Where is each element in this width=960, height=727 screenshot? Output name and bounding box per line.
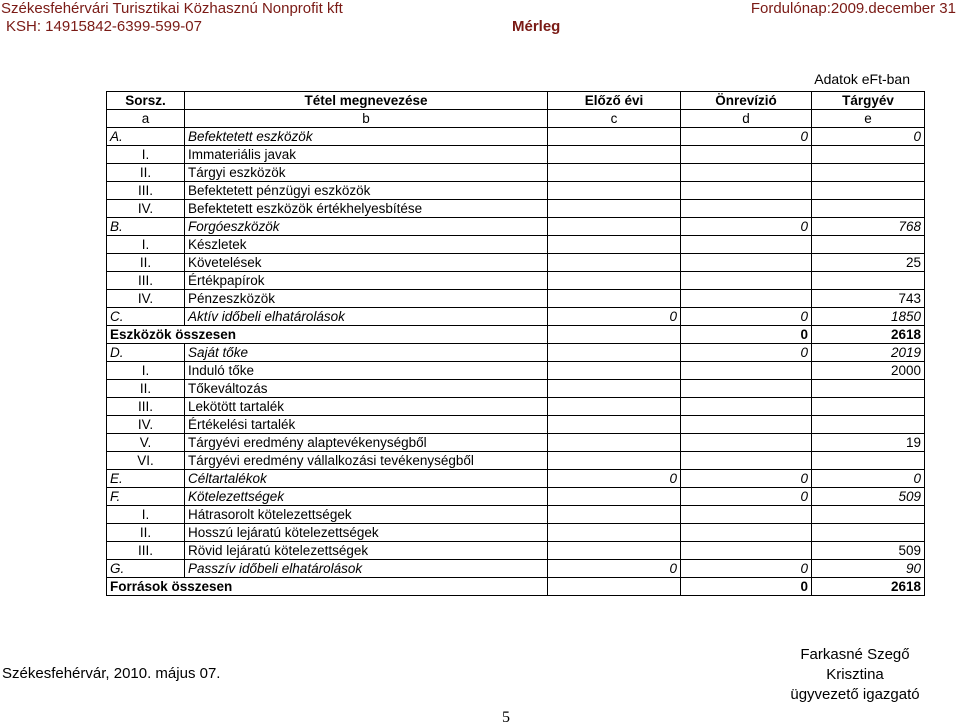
table-row [107, 182, 925, 200]
row-self-revision [681, 542, 812, 560]
table-row [107, 254, 925, 272]
row-self-revision [681, 236, 812, 254]
row-previous-year [548, 200, 681, 218]
row-self-revision [681, 272, 812, 290]
row-self-revision [681, 524, 812, 542]
table-row [107, 290, 925, 308]
row-previous-year [548, 488, 681, 506]
row-self-revision [681, 416, 812, 434]
column-header-sorszam: Sorsz. [107, 92, 185, 110]
row-previous-year: 0 [548, 308, 681, 326]
row-number: C. [107, 308, 185, 326]
row-number: III. [107, 182, 185, 200]
row-self-revision: 0 [681, 488, 812, 506]
row-current-year: 509 [812, 488, 925, 506]
row-previous-year [548, 452, 681, 470]
table-header-row [107, 92, 925, 110]
row-previous-year [548, 236, 681, 254]
row-number: I. [107, 362, 185, 380]
row-number: IV. [107, 290, 185, 308]
column-letter-row [107, 110, 925, 128]
reference-date: Fordulónap:2009.december 31 [750, 0, 956, 17]
row-current-year: 743 [812, 290, 925, 308]
table-row [107, 362, 925, 380]
row-item-name: Forgóeszközök [185, 218, 548, 236]
row-self-revision: 0 [681, 326, 812, 344]
row-self-revision: 0 [681, 344, 812, 362]
row-previous-year [548, 542, 681, 560]
page-number: 5 [502, 709, 510, 726]
row-self-revision [681, 182, 812, 200]
row-self-revision [681, 290, 812, 308]
row-previous-year [548, 272, 681, 290]
ksh-number: KSH: 14915842-6399-599-07 [6, 18, 202, 35]
row-self-revision [681, 434, 812, 452]
row-self-revision [681, 452, 812, 470]
row-previous-year [548, 524, 681, 542]
row-current-year: 2000 [812, 362, 925, 380]
row-self-revision [681, 254, 812, 272]
column-letter: a [107, 110, 185, 128]
row-number: II. [107, 380, 185, 398]
organization-name: Székesfehérvári Turisztikai Közhasznú Nonprofit kft [1, 0, 343, 17]
table-row [107, 146, 925, 164]
row-number: I. [107, 146, 185, 164]
row-current-year [812, 272, 925, 290]
row-self-revision: 0 [681, 470, 812, 488]
row-number: IV. [107, 416, 185, 434]
row-previous-year [548, 344, 681, 362]
row-previous-year [548, 578, 681, 596]
signature-block [770, 645, 940, 705]
table-row [107, 128, 925, 146]
row-number: VI. [107, 452, 185, 470]
document-title: Mérleg [512, 18, 561, 35]
row-previous-year [548, 146, 681, 164]
table-row [107, 308, 925, 326]
row-current-year: 0 [812, 470, 925, 488]
row-number: E. [107, 470, 185, 488]
row-item-name: Tárgyévi eredmény vállalkozási tevékenységből [185, 452, 548, 470]
row-self-revision [681, 146, 812, 164]
row-current-year: 2019 [812, 344, 925, 362]
table-row [107, 236, 925, 254]
column-header-tetel: Tétel megnevezése [185, 92, 548, 110]
row-current-year [812, 524, 925, 542]
row-number: D. [107, 344, 185, 362]
table-row [107, 506, 925, 524]
row-current-year [812, 182, 925, 200]
row-current-year [812, 452, 925, 470]
row-item-name: Értékelési tartalék [185, 416, 548, 434]
row-number: F. [107, 488, 185, 506]
row-item-name: Immateriális javak [185, 146, 548, 164]
column-letter: b [185, 110, 548, 128]
row-current-year [812, 146, 925, 164]
row-current-year [812, 380, 925, 398]
row-current-year: 25 [812, 254, 925, 272]
row-number: V. [107, 434, 185, 452]
table-row [107, 560, 925, 578]
row-number: II. [107, 524, 185, 542]
row-previous-year [548, 380, 681, 398]
table-row [107, 200, 925, 218]
row-previous-year [548, 506, 681, 524]
row-self-revision [681, 398, 812, 416]
signer-name: Farkasné Szegő Krisztina [800, 646, 910, 683]
row-previous-year [548, 218, 681, 236]
row-number: I. [107, 236, 185, 254]
table-row [107, 416, 925, 434]
row-previous-year: 0 [548, 470, 681, 488]
row-item-name: Céltartalékok [185, 470, 548, 488]
row-current-year [812, 416, 925, 434]
row-previous-year [548, 398, 681, 416]
row-current-year: 90 [812, 560, 925, 578]
row-self-revision: 0 [681, 578, 812, 596]
row-item-name: Tőkeváltozás [185, 380, 548, 398]
row-item-name: Saját tőke [185, 344, 548, 362]
row-previous-year: 0 [548, 560, 681, 578]
column-header-targyev: Tárgyév [812, 92, 925, 110]
row-number: III. [107, 398, 185, 416]
table-row [107, 398, 925, 416]
table-row [107, 542, 925, 560]
unit-note: Adatok eFt-ban [814, 71, 910, 87]
row-item-name: Passzív időbeli elhatárolások [185, 560, 548, 578]
row-item-name: Hátrasorolt kötelezettségek [185, 506, 548, 524]
row-current-year [812, 164, 925, 182]
row-previous-year [548, 164, 681, 182]
row-item-name: Pénzeszközök [185, 290, 548, 308]
row-item-name: Tárgyévi eredmény alaptevékenységből [185, 434, 548, 452]
place-and-date: Székesfehérvár, 2010. május 07. [2, 665, 221, 682]
row-previous-year [548, 326, 681, 344]
row-number: G. [107, 560, 185, 578]
row-previous-year [548, 254, 681, 272]
row-number: Források összesen [107, 578, 548, 596]
row-previous-year [548, 362, 681, 380]
row-previous-year [548, 182, 681, 200]
row-current-year [812, 506, 925, 524]
row-current-year: 0 [812, 128, 925, 146]
row-number: II. [107, 254, 185, 272]
table-row [107, 380, 925, 398]
table-row [107, 218, 925, 236]
row-self-revision [681, 164, 812, 182]
row-item-name: Induló tőke [185, 362, 548, 380]
row-item-name: Követelések [185, 254, 548, 272]
row-item-name: Tárgyi eszközök [185, 164, 548, 182]
row-item-name: Aktív időbeli elhatárolások [185, 308, 548, 326]
row-previous-year [548, 128, 681, 146]
total-row [107, 326, 925, 344]
signer-title: ügyvezető igazgató [790, 686, 920, 703]
table-row [107, 272, 925, 290]
row-number: III. [107, 542, 185, 560]
row-item-name: Befektetett eszközök értékhelyesbítése [185, 200, 548, 218]
row-self-revision: 0 [681, 308, 812, 326]
row-self-revision [681, 380, 812, 398]
row-number: IV. [107, 200, 185, 218]
row-item-name: Készletek [185, 236, 548, 254]
table-row [107, 524, 925, 542]
row-number: I. [107, 506, 185, 524]
row-previous-year [548, 434, 681, 452]
row-self-revision [681, 506, 812, 524]
row-item-name: Lekötött tartalék [185, 398, 548, 416]
balance-sheet-table [106, 91, 925, 596]
column-letter: e [812, 110, 925, 128]
column-letter: d [681, 110, 812, 128]
row-item-name: Rövid lejáratú kötelezettségek [185, 542, 548, 560]
table-row [107, 164, 925, 182]
row-item-name: Befektetett eszközök [185, 128, 548, 146]
page-header [0, 0, 960, 40]
row-self-revision: 0 [681, 128, 812, 146]
row-number: Eszközök összesen [107, 326, 548, 344]
row-current-year [812, 200, 925, 218]
row-current-year: 2618 [812, 578, 925, 596]
table-row [107, 434, 925, 452]
row-number: A. [107, 128, 185, 146]
row-self-revision: 0 [681, 560, 812, 578]
row-current-year [812, 236, 925, 254]
row-item-name: Értékpapírok [185, 272, 548, 290]
row-current-year: 1850 [812, 308, 925, 326]
row-number: B. [107, 218, 185, 236]
row-number: II. [107, 164, 185, 182]
total-row [107, 578, 925, 596]
row-previous-year [548, 416, 681, 434]
row-number: III. [107, 272, 185, 290]
row-current-year [812, 398, 925, 416]
table-row [107, 452, 925, 470]
row-item-name: Befektetett pénzügyi eszközök [185, 182, 548, 200]
row-item-name: Hosszú lejáratú kötelezettségek [185, 524, 548, 542]
row-self-revision [681, 362, 812, 380]
row-current-year: 2618 [812, 326, 925, 344]
row-current-year: 768 [812, 218, 925, 236]
table-row [107, 470, 925, 488]
row-self-revision: 0 [681, 218, 812, 236]
column-header-onrevizio: Önrevízió [681, 92, 812, 110]
column-letter: c [548, 110, 681, 128]
row-current-year: 509 [812, 542, 925, 560]
table-row [107, 344, 925, 362]
row-item-name: Kötelezettségek [185, 488, 548, 506]
column-header-elozo-evi: Előző évi [548, 92, 681, 110]
row-previous-year [548, 290, 681, 308]
row-current-year: 19 [812, 434, 925, 452]
table-row [107, 488, 925, 506]
row-self-revision [681, 200, 812, 218]
